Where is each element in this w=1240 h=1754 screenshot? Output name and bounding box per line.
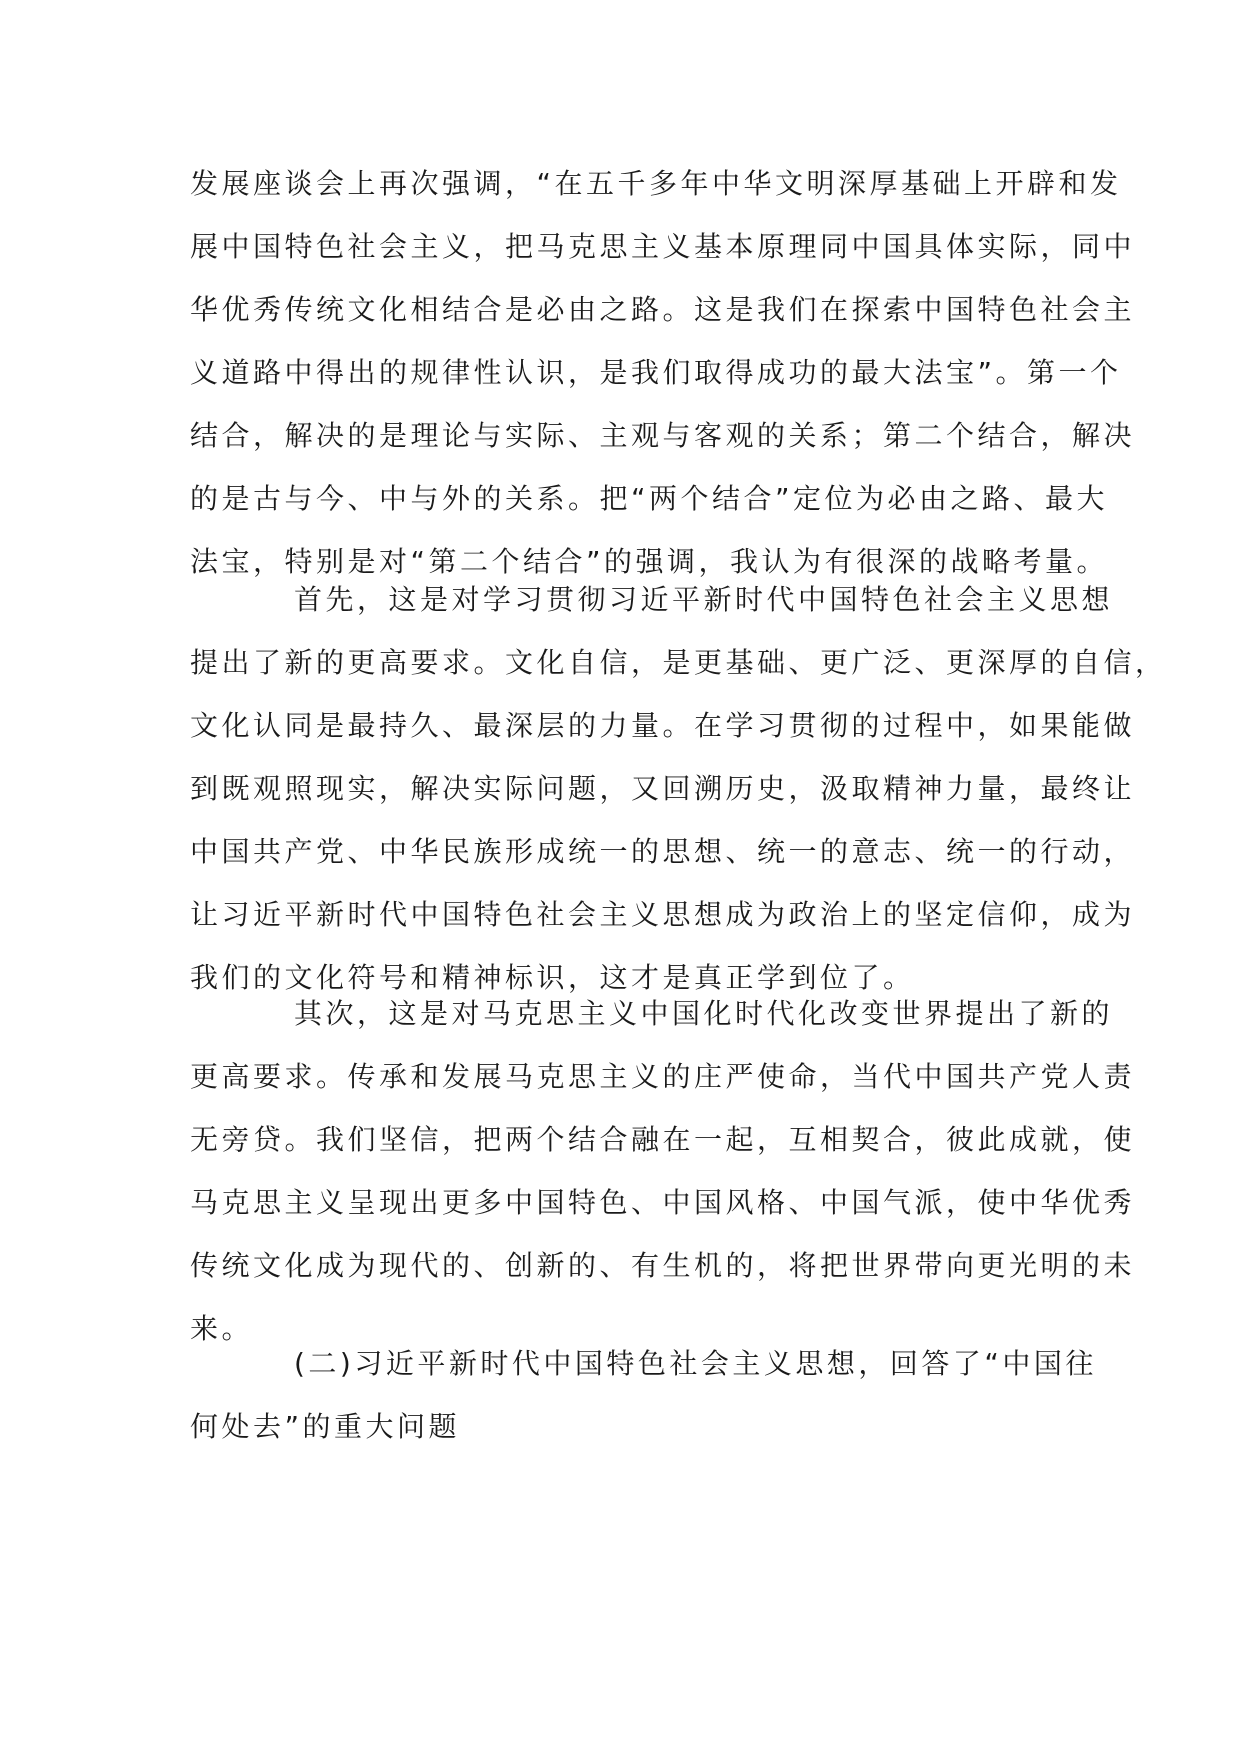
paragraph-2-line: 提出了新的更高要求。文化自信，是更基础、更广泛、更深厚的自信， — [190, 646, 1167, 679]
section-heading-line: (二)习近平新时代中国特色社会主义思想，回答了“中国往 — [294, 1347, 1097, 1380]
paragraph-2 — [190, 568, 1167, 1009]
paragraph-1-line: 展中国特色社会主义，把马克思主义基本原理同中国具体实际，同中 — [190, 230, 1136, 263]
section-heading — [190, 1332, 1097, 1458]
paragraph-2-line: 中国共产党、中华民族形成统一的思想、统一的意志、统一的行动， — [190, 835, 1136, 868]
paragraph-3-line: 无旁贷。我们坚信，把两个结合融在一起，互相契合，彼此成就，使 — [190, 1123, 1136, 1156]
paragraph-2-line: 到既观照现实，解决实际问题，又回溯历史，汲取精神力量，最终让 — [190, 772, 1136, 805]
paragraph-3-line: 其次，这是对马克思主义中国化时代化改变世界提出了新的 — [294, 997, 1114, 1030]
paragraph-2-line: 让习近平新时代中国特色社会主义思想成为政治上的坚定信仰，成为 — [190, 898, 1136, 931]
section-heading-line: 何处去”的重大问题 — [190, 1410, 461, 1443]
paragraph-1 — [190, 152, 1136, 593]
paragraph-3-line: 来。 — [190, 1312, 254, 1345]
paragraph-2-line: 首先，这是对学习贯彻习近平新时代中国特色社会主义思想 — [294, 583, 1114, 616]
paragraph-1-line: 华优秀传统文化相结合是必由之路。这是我们在探索中国特色社会主 — [190, 293, 1136, 326]
paragraph-1-line: 发展座谈会上再次强调，“在五千多年中华文明深厚基础上开辟和发 — [190, 167, 1122, 200]
paragraph-2-line: 文化认同是最持久、最深层的力量。在学习贯彻的过程中，如果能做 — [190, 709, 1136, 742]
paragraph-1-line: 法宝，特别是对“第二个结合”的强调，我认为有很深的战略考量。 — [190, 545, 1109, 578]
paragraph-1-line: 结合，解决的是理论与实际、主观与客观的关系；第二个结合，解决 — [190, 419, 1136, 452]
paragraph-3-line: 马克思主义呈现出更多中国特色、中国风格、中国气派，使中华优秀 — [190, 1186, 1136, 1219]
paragraph-3 — [190, 982, 1136, 1360]
paragraph-3-line: 更高要求。传承和发展马克思主义的庄严使命，当代中国共产党人责 — [190, 1060, 1136, 1093]
paragraph-3-line: 传统文化成为现代的、创新的、有生机的，将把世界带向更光明的未 — [190, 1249, 1136, 1282]
paragraph-2-line: 我们的文化符号和精神标识，这才是真正学到位了。 — [190, 961, 915, 994]
paragraph-1-line: 的是古与今、中与外的关系。把“两个结合”定位为必由之路、最大 — [190, 482, 1109, 515]
paragraph-1-line: 义道路中得出的规律性认识，是我们取得成功的最大法宝”。第一个 — [190, 356, 1122, 389]
